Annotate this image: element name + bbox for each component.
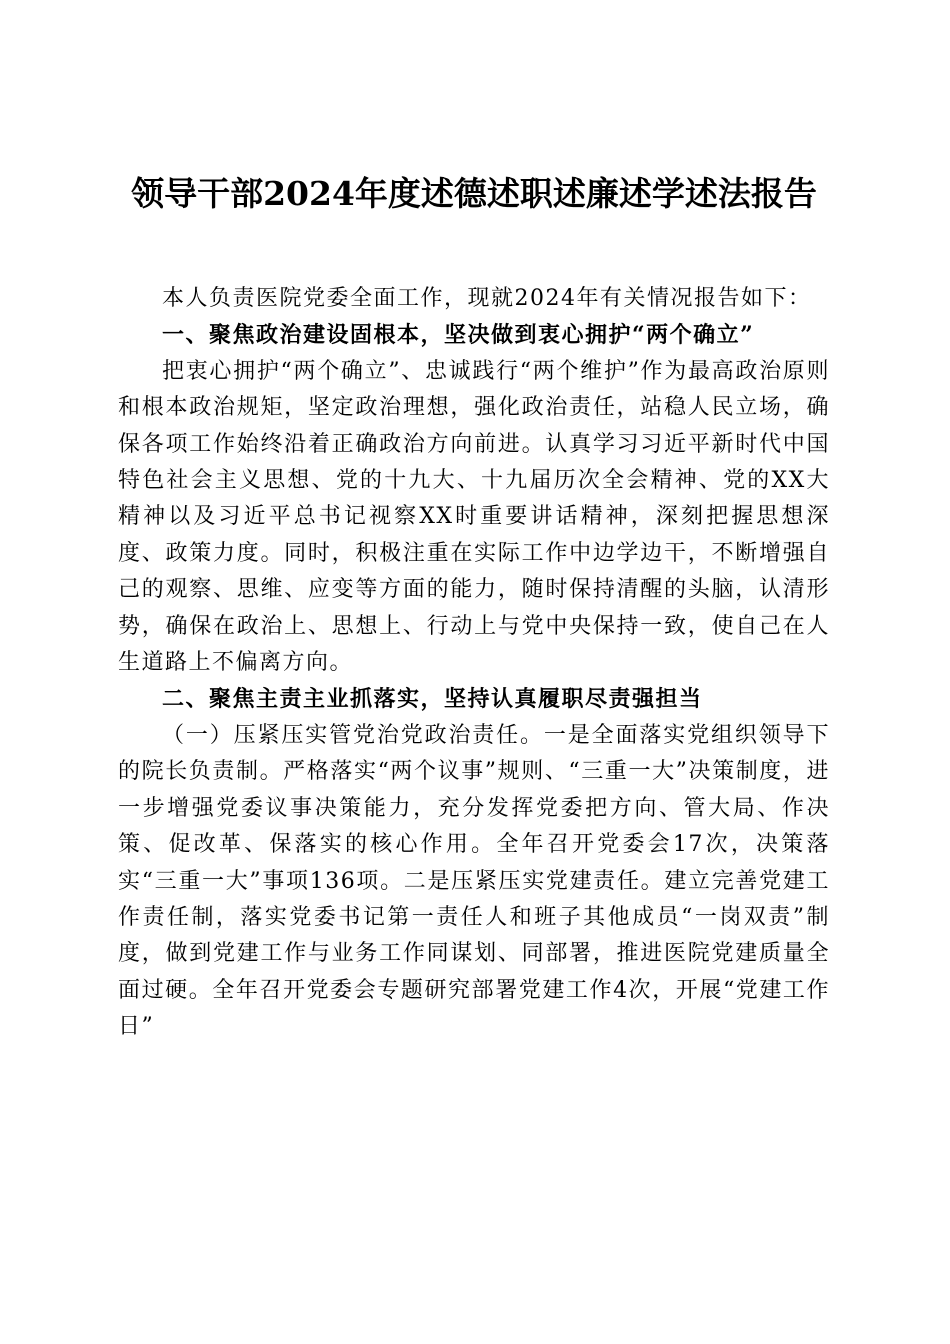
section-2-body: （一）压紧压实管党治党政治责任。一是全面落实党组织领导下的院长负责制。严格落实“两个议事”规则、“三重一大”决策制度，进一步增强党委议事决策能力，充分发挥党委把方向、管大局、作决策、促改革、保落实的核心作用。全年召开党委会17次，决策落实“三重一大”事项136项。二是压紧压实党建责任。建立完善党建工作责任制，落实党委书记第一责任人和班子其他成员“一岗双责”制度，做到党建工作与业务工作同谋划、同部署，推进医院党建质量全面过硬。全年召开党委会专题研究部署党建工作4次，开展“党建工作日” [118, 722, 830, 1040]
section-2-heading: 二、聚焦主责主业抓落实，坚持认真履职尽责强担当 [162, 686, 703, 713]
document-title: 领导干部2024年度述德述职述廉述学述法报告 [131, 174, 817, 213]
section-1-body: 把衷心拥护“两个确立”、忠诚践行“两个维护”作为最高政治原则和根本政治规矩，坚定政治理想，强化政治责任，站稳人民立场，确保各项工作始终沿着正确政治方向前进。认真学习习近平新时代中国特色社会主义思想、党的十九大、十九届历次全会精神、党的XX大精神以及习近平总书记视察XX时重要讲话精神，深刻把握思想深度、政策力度。同时，积极注重在实际工作中边学边干，不断增强自己的观察、思维、应变等方面的能力，随时保持清醒的头脑，认清形势，确保在政治上、思想上、行动上与党中央保持一致，使自己在人生道路上不偏离方向。 [118, 358, 830, 676]
section-1-heading: 一、聚焦政治建设固根本，坚决做到衷心拥护“两个确立” [162, 322, 755, 349]
document-page [118, 165, 830, 1046]
intro-paragraph: 本人负责医院党委全面工作，现就2024年有关情况报告如下： [162, 286, 812, 311]
